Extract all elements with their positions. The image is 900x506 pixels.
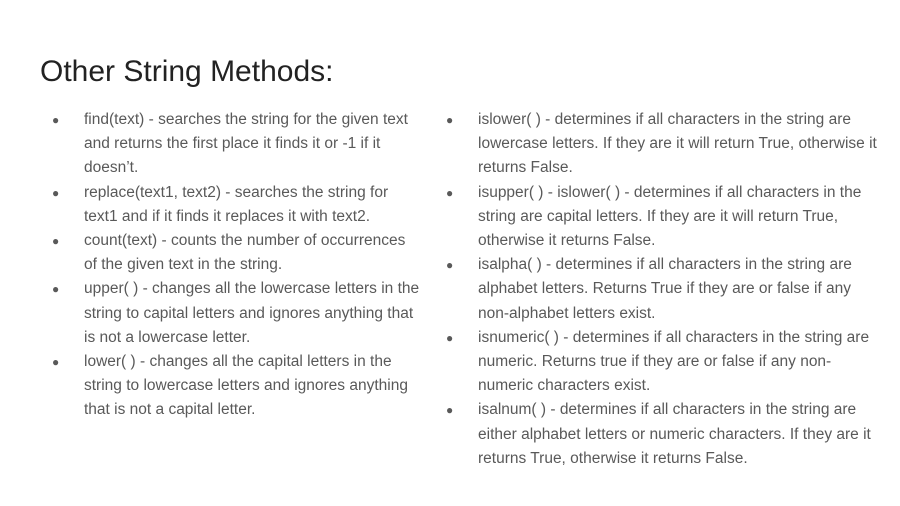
list-item-text: isalpha( ) - determines if all characters in the string are alphabet letters. Returns True if they are or false if any non-alphabet letters exist. xyxy=(478,256,852,322)
bullet-icon: ● xyxy=(446,185,454,200)
bullet-icon: ● xyxy=(446,258,454,273)
list-item xyxy=(446,181,886,254)
list-item-text: lower( ) - changes all the capital letters in the string to lowercase letters and ignores anything that is not a capital letter. xyxy=(84,353,408,419)
bullet-icon: ● xyxy=(446,403,454,418)
bullet-icon: ● xyxy=(52,185,60,200)
list-item xyxy=(446,108,886,181)
list-item-text: isnumeric( ) - determines if all characters in the string are numeric. Returns true if they are or false if any non-numeric characters exist. xyxy=(478,328,870,395)
list-item-text: find(text) - searches the string for the given text and returns the first place it finds it or -1 if it doesn’t. xyxy=(84,111,408,177)
list-item-text: isupper( ) - islower( ) - determines if all characters in the string are capital letters. If they are it will return True, otherwise it returns False. xyxy=(478,183,862,250)
list-item-text: isalnum( ) - determines if all characters in the string are either alphabet letters or numeric characters. If they are it returns True, otherwise it returns False. xyxy=(478,401,871,467)
bullet-icon: ● xyxy=(446,113,454,127)
list-item xyxy=(52,277,422,350)
bullet-icon: ● xyxy=(446,330,454,345)
bullet-icon: ● xyxy=(52,282,60,297)
bullet-icon: ● xyxy=(52,355,60,370)
list-item xyxy=(52,181,422,229)
list-item xyxy=(52,108,422,181)
slide-title: Other String Methods: xyxy=(40,55,334,88)
list-item-text: count(text) - counts the number of occurrences of the given text in the string. xyxy=(84,232,406,274)
list-item xyxy=(52,350,422,423)
right-bullet-list xyxy=(446,108,886,471)
list-item xyxy=(446,253,886,326)
list-item xyxy=(446,326,886,399)
list-item xyxy=(52,229,422,277)
list-item-text: upper( ) - changes all the lowercase letters in the string to capital letters and ignores anything that is not a lowercase letter. xyxy=(84,280,420,346)
bullet-icon: ● xyxy=(52,234,60,249)
bullet-icon: ● xyxy=(52,113,60,127)
left-bullet-list xyxy=(52,108,422,423)
list-item-text: replace(text1, text2) - searches the string for text1 and if it finds it replaces it with text2. xyxy=(84,183,389,225)
list-item-text: islower( ) - determines if all characters in the string are lowercase letters. If they are it will return True, otherwise it returns False. xyxy=(478,111,877,177)
list-item xyxy=(446,398,886,471)
